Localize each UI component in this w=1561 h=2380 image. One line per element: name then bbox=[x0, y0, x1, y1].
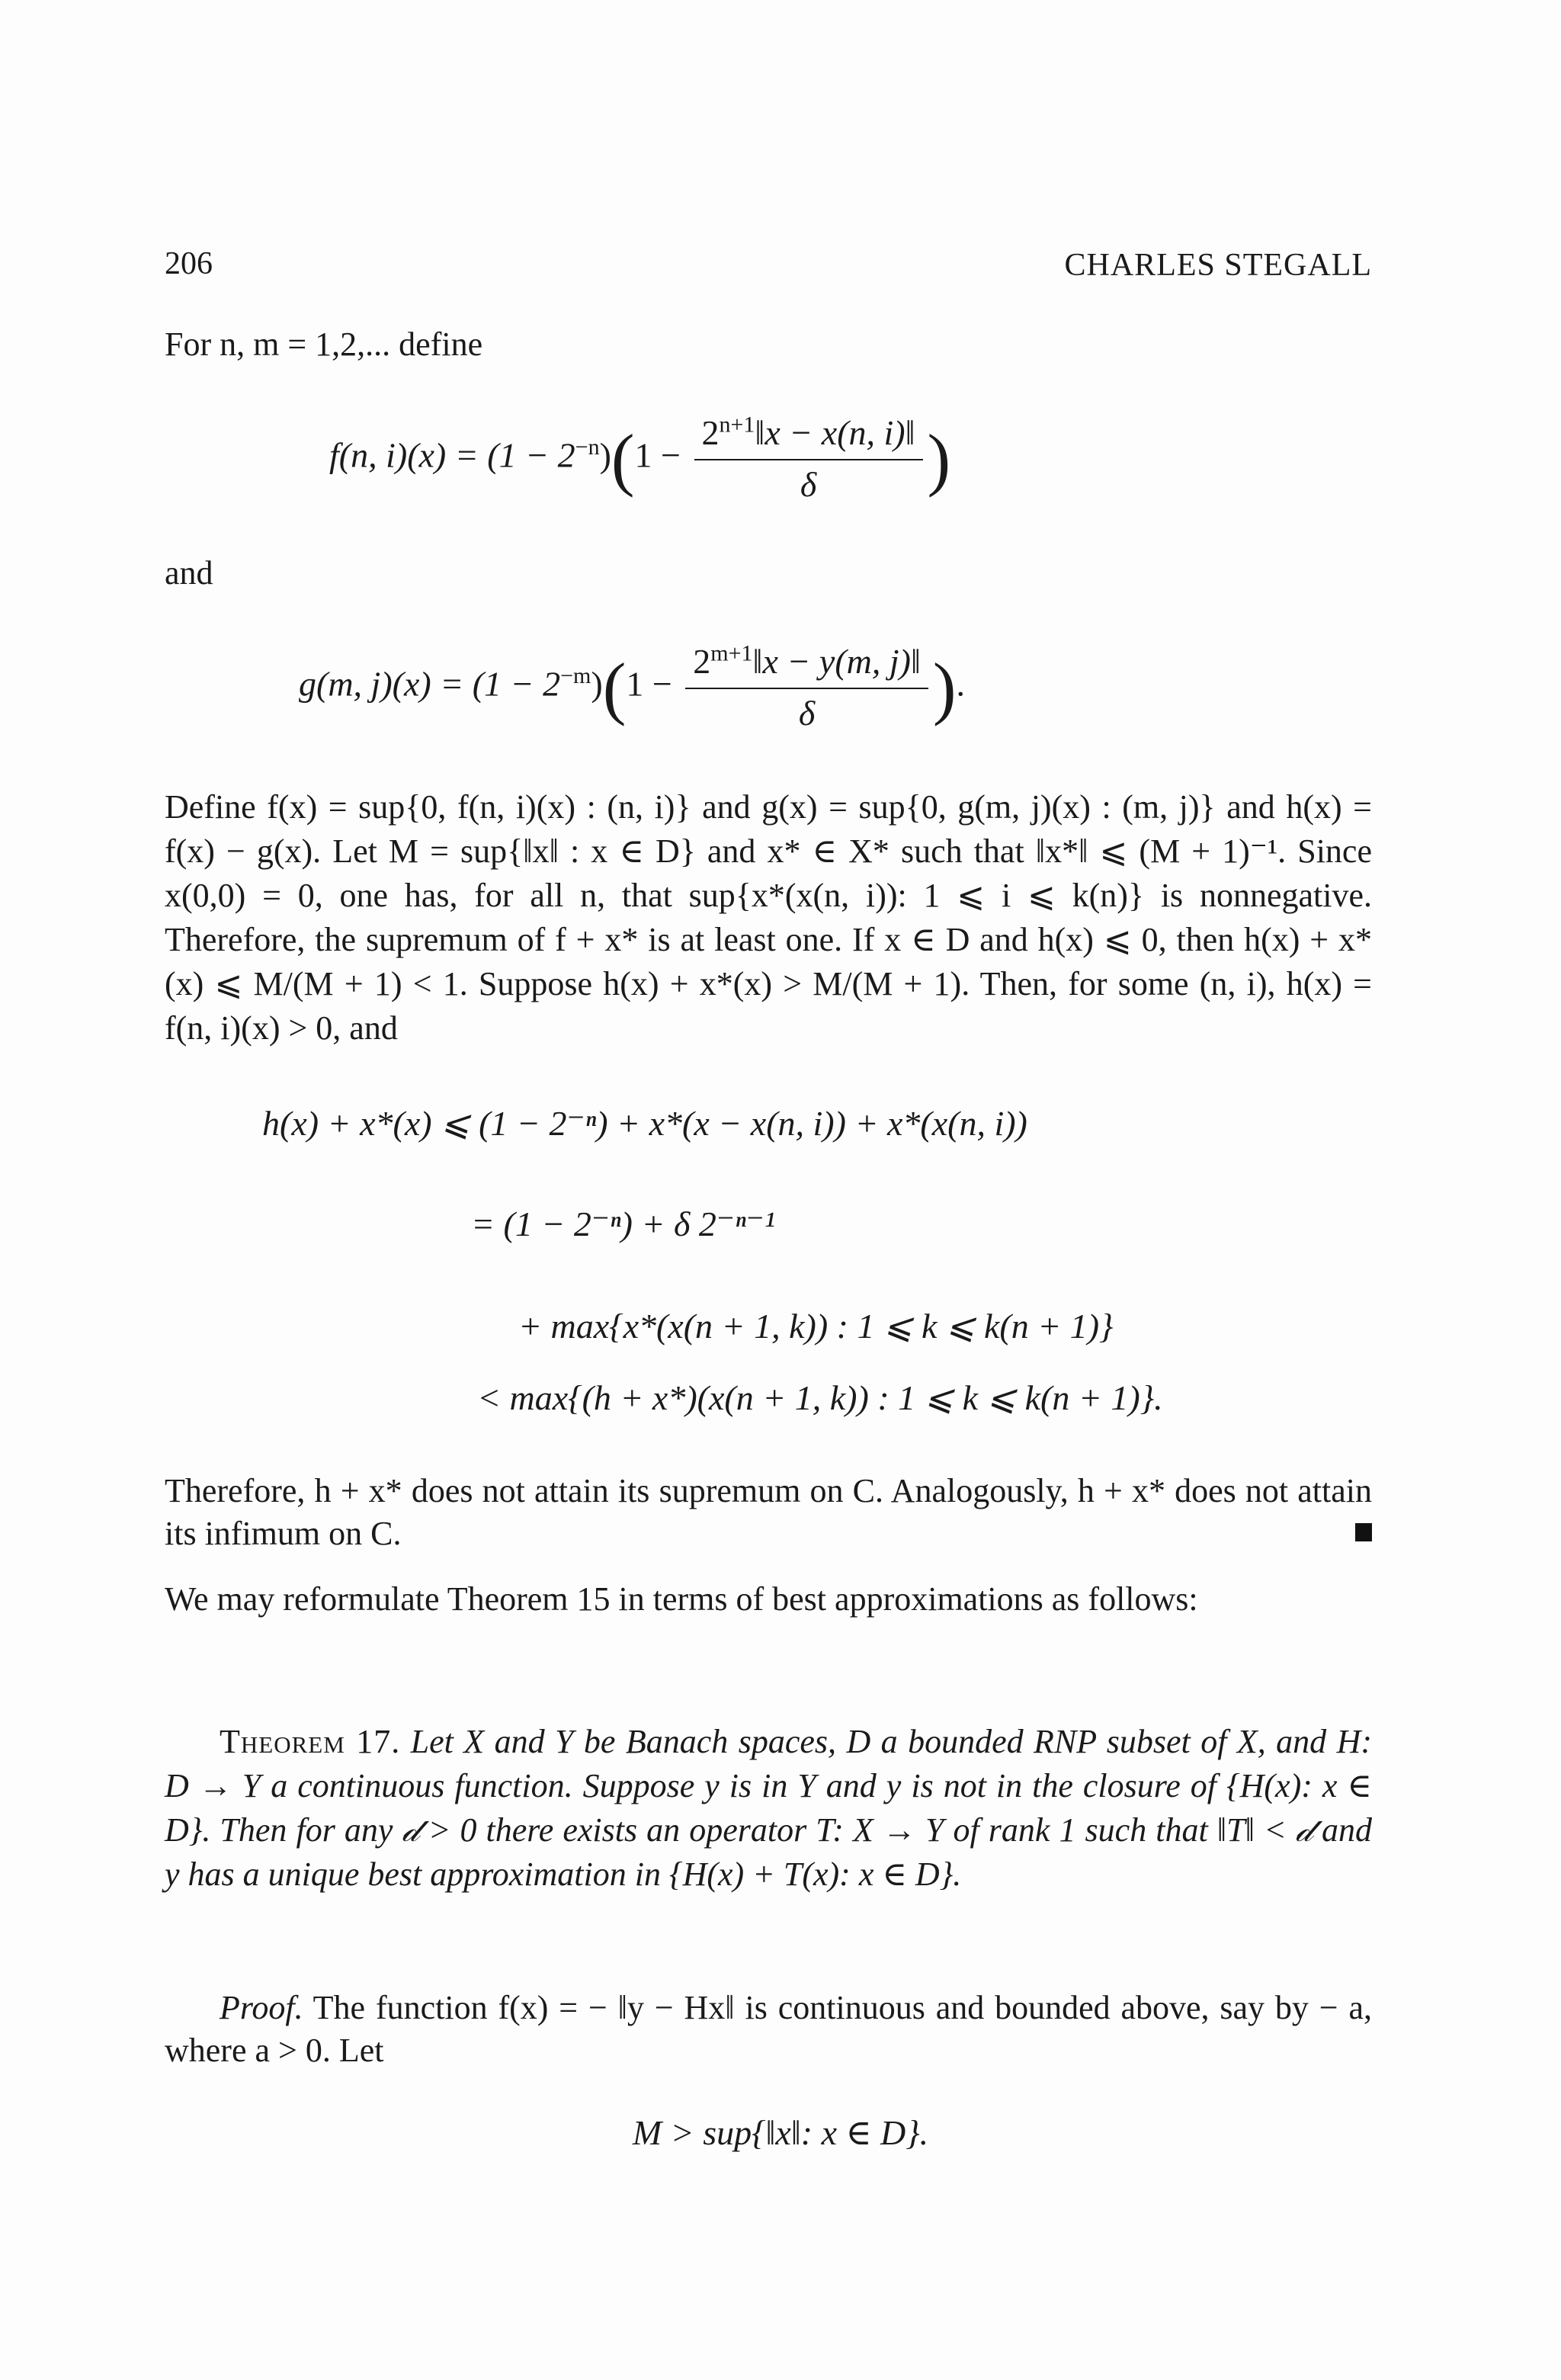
chain-line-3: + max{x*(x(n + 1, k)) : 1 ⩽ k ⩽ k(n + 1)} bbox=[518, 1307, 1114, 1346]
equation-g-den: δ bbox=[798, 694, 816, 733]
equation-f-lhs-exp: −n bbox=[575, 435, 600, 460]
theorem-body: Let X and Y be Banach spaces, D a bounded RNP subset of X, and H: D → Y a continuous function. Suppose y is in Y and y is not in the closure of {H(x): x ∈ D}. Then for any 𝒹 > 0 there exists an operator T: X → Y of rank 1 such that ‖T‖ < 𝒹 and y has a unique best approximation in {H(x) + T(x): x ∈ D}. bbox=[165, 1723, 1373, 1893]
proof-paragraph bbox=[165, 1987, 1372, 2072]
equation-f-lhs: f(n, i)(x) = (1 − 2 bbox=[329, 435, 575, 475]
qed-square-icon bbox=[1355, 1523, 1372, 1541]
equation-g-num-exp: m+1 bbox=[710, 640, 753, 666]
equation-g-num-base: 2 bbox=[693, 642, 711, 681]
final-equation-text: M > sup{‖x‖: x ∈ D}. bbox=[632, 2113, 929, 2152]
and-word: and bbox=[165, 554, 213, 592]
chain-line-1: h(x) + x*(x) ⩽ (1 − 2⁻ⁿ) + x*(x − x(n, i)) + x*(x(n, i)) bbox=[262, 1104, 1027, 1143]
equation-g-num-norm: ‖x − y(m, j)‖ bbox=[752, 642, 921, 681]
theorem-label: Theorem 17. bbox=[220, 1723, 401, 1760]
paragraph-therefore bbox=[165, 1470, 1372, 1555]
paragraph-reformulate: We may reformulate Theorem 15 in terms of best approximations as follows: bbox=[165, 1580, 1198, 1618]
equation-f-num-norm: ‖x − x(n, i)‖ bbox=[755, 413, 915, 452]
chain-line-2: = (1 − 2⁻ⁿ) + δ 2⁻ⁿ⁻¹ bbox=[471, 1204, 775, 1243]
equation-g: g(m, $j)(x) = (1 - 2^{-m})(1$ − $\frac{2^{m+1}‖x - y(m, j)‖}{\delta}$ ). bbox=[299, 640, 965, 735]
proof-label: Proof. bbox=[220, 1989, 303, 2026]
equation-f-num-exp: n+1 bbox=[719, 412, 755, 438]
running-head: CHARLES STEGALL bbox=[1064, 248, 1372, 283]
equation-g-lhs-exp: −m bbox=[560, 663, 591, 689]
chain-line-4: < max{(h + x*)(x(n + 1, k)) : 1 ⩽ k ⩽ k(n + 1)}. bbox=[477, 1378, 1163, 1417]
equation-g-period: . bbox=[956, 664, 966, 704]
equation-f: f(n, $i)(x) = (1 - 2^{-n})(1$ − $\frac{2^{n+1}‖x - x(n, i)‖}{\delta}$ ) bbox=[329, 412, 950, 506]
theorem-17 bbox=[165, 1720, 1372, 1897]
paragraph-therefore-text: Therefore, h + x* does not attain its supremum on C. Analogously, h + x* does not attain its infimum on C. bbox=[165, 1472, 1372, 1552]
equation-f-one-minus: 1 − bbox=[634, 435, 681, 475]
final-equation bbox=[0, 2112, 1561, 2154]
equation-g-fraction bbox=[685, 640, 928, 735]
proof-body: The function f(x) = − ‖y − Hx‖ is continuous and bounded above, say by − a, where a > 0. Let bbox=[165, 1989, 1372, 2069]
equation-f-num-base: 2 bbox=[701, 413, 720, 452]
equation-f-fraction bbox=[694, 412, 923, 506]
equation-f-den: δ bbox=[800, 465, 817, 504]
equation-g-one-minus: 1 − bbox=[626, 664, 672, 704]
page-number: 206 bbox=[165, 246, 213, 281]
intro-line: For n, m = 1,2,... define bbox=[165, 326, 483, 363]
equation-g-lhs: g(m, j)(x) = (1 − 2 bbox=[299, 664, 561, 704]
paragraph-define: Define f(x) = sup{0, f(n, i)(x) : (n, i)} and g(x) = sup{0, g(m, j)(x) : (m, j)} and h(x) = f(x) − g(x). Let M = sup{‖x‖ : x ∈ D} and x* ∈ X* such that ‖x*‖ ⩽ (M + 1)⁻¹. Since x(0,0) = 0, one has, for all n, that sup{x*(x(n, i)): 1 ⩽ i ⩽ k(n)} is nonnegative. Therefore, the supremum of f + x* is at least one. If x ∈ D and h(x) ⩽ 0, then h(x) + x*(x) ⩽ M/(M + 1) < 1. Suppose h(x) + x*(x) > M/(M + 1). Then, for some (n, i), h(x) = f(n, i)(x) > 0, and bbox=[165, 788, 1372, 1047]
